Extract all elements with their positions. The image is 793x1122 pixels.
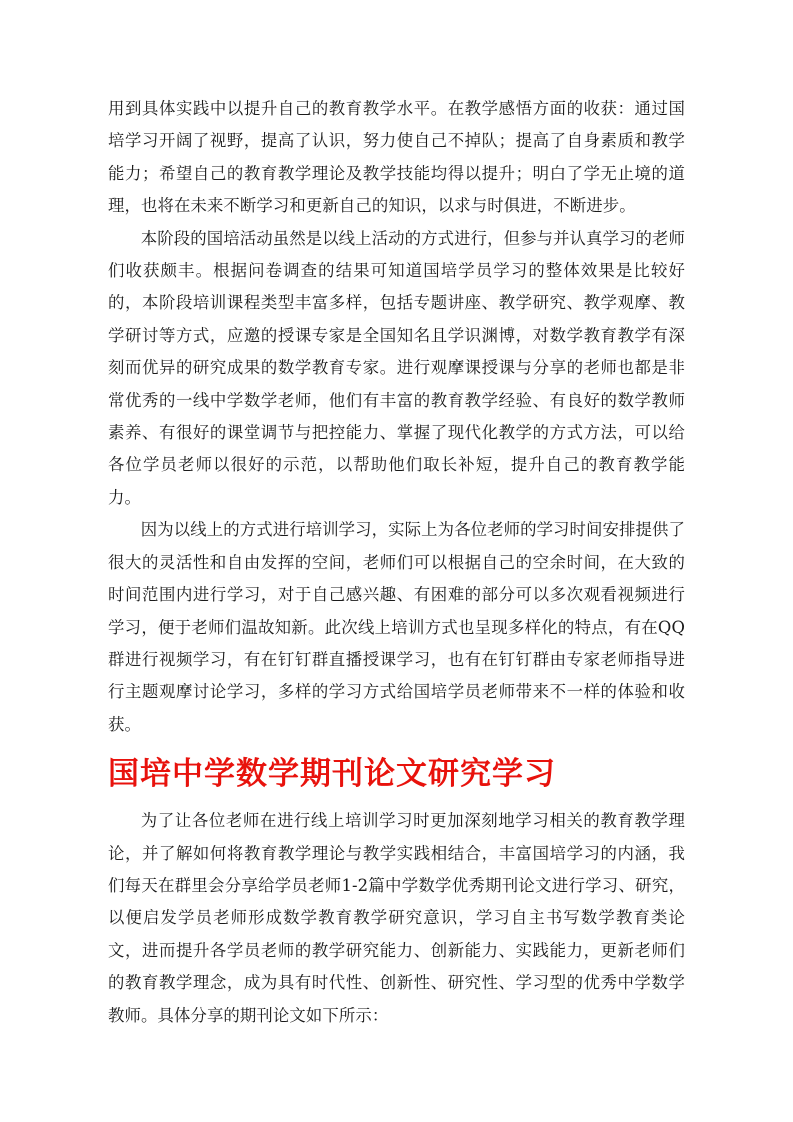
paragraph-online-training: 因为以线上的方式进行培训学习，实际上为各位老师的学习时间安排提供了很大的灵活性和自由发挥的空间，老师们可以根据自己的空余时间，在大致的时间范围内进行学习，对于自己感兴趣、有困难的部分可以多次观看视频进行学习，便于老师们温故知新。此次线上培训方式也呈现多样化的特点，有在QQ群进行视频学习，有在钉钉群直播授课学习，也有在钉钉群由专家老师指导进行主题观摩讨论学习，多样的学习方式给国培学员老师带来不一样的体验和收获。 xyxy=(108,520,685,734)
document-page xyxy=(108,93,685,1032)
paragraph-journal-study: 为了让各位老师在进行线上培训学习时更加深刻地学习相关的教育教学理论，并了解如何将教育教学理论与教学实践相结合，丰富国培学习的内涵，我们每天在群里会分享给学员老师1-2篇中学数学优秀期刊论文进行学习、研究，以便启发学员老师形成数学教育教学研究意识，学习自主书写数学教育类论文，进而提升各学员老师的教学研究能力、创新能力、实践能力，更新老师们的教育教学理念，成为具有时代性、创新性、研究性、学习型的优秀中学数学教师。具体分享的期刊论文如下所示： xyxy=(108,811,685,1025)
section-heading: 国培中学数学期刊论文研究学习 xyxy=(108,756,556,793)
paragraph-continuation: 用到具体实践中以提升自己的教育教学水平。在教学感悟方面的收获：通过国培学习开阔了视野，提高了认识，努力使自己不掉队；提高了自身素质和教学能力；希望自己的教育教学理论及教学技能均得以提升；明白了学无止境的道理，也将在未来不断学习和更新自己的知识，以求与时俱进，不断进步。 xyxy=(108,99,685,216)
paragraph-stage-summary: 本阶段的国培活动虽然是以线上活动的方式进行，但参与并认真学习的老师们收获颇丰。根据问卷调查的结果可知道国培学员学习的整体效果是比较好的，本阶段培训课程类型丰富多样，包括专题讲座、教学研究、教学观摩、教学研讨等方式，应邀的授课专家是全国知名且学识渊博，对数学教育教学有深刻而优异的研究成果的数学教育专家。进行观摩课授课与分享的老师也都是非常优秀的一线中学数学老师，他们有丰富的教育教学经验、有良好的数学教师素养、有很好的课堂调节与把控能力、掌握了现代化教学的方式方法，可以给各位学员老师以很好的示范，以帮助他们取长补短，提升自己的教育教学能力。 xyxy=(108,228,685,507)
